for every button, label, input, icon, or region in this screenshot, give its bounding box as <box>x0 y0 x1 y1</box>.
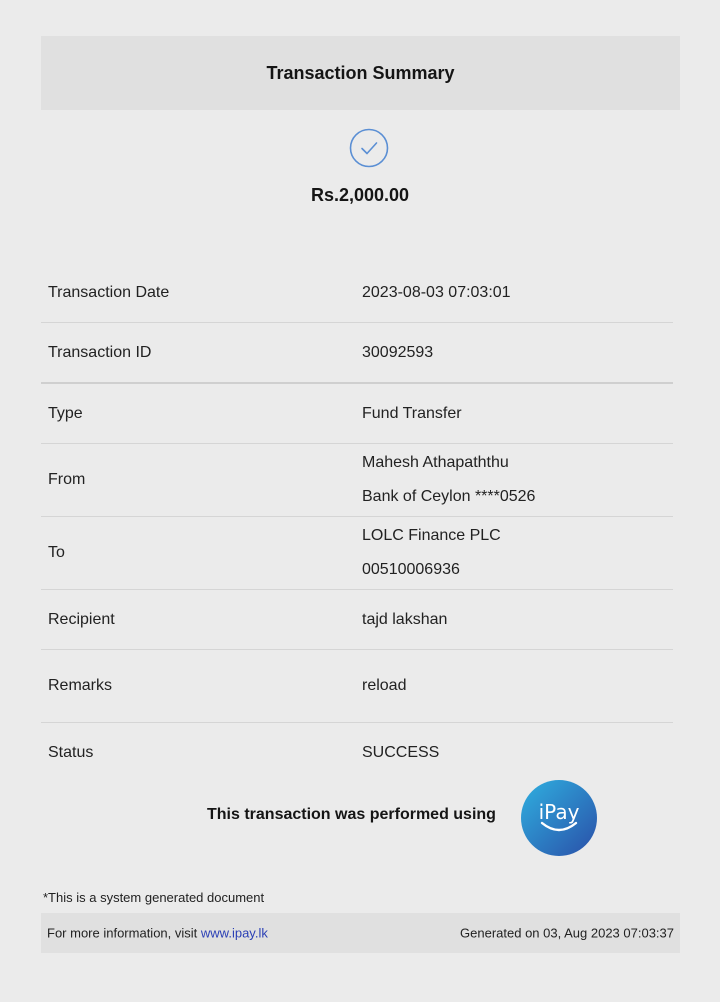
detail-label: Transaction ID <box>48 343 152 361</box>
detail-row-transaction-date <box>41 264 673 323</box>
detail-row-recipient <box>41 590 673 650</box>
detail-row-status <box>41 723 673 782</box>
detail-label: Type <box>48 404 83 422</box>
sender-name: Mahesh Athapaththu <box>362 454 509 471</box>
detail-row-from <box>41 444 673 517</box>
detail-label: Remarks <box>48 677 113 694</box>
detail-value: tajd lakshan <box>362 610 448 628</box>
detail-label: Status <box>48 743 94 761</box>
ipay-website-link[interactable]: www.ipay.lk <box>200 925 268 941</box>
detail-row-type <box>41 384 673 444</box>
ipay-logo-icon <box>520 779 598 857</box>
detail-row-to <box>41 517 673 590</box>
generated-timestamp: Generated on 03, Aug 2023 07:03:37 <box>460 925 674 941</box>
footer-bar <box>41 913 680 953</box>
detail-label: From <box>48 471 86 488</box>
detail-value: 30092593 <box>362 343 434 361</box>
detail-value-group <box>362 519 501 587</box>
footer-info-prefix: For more information, visit <box>47 925 198 941</box>
status-value: SUCCESS <box>362 743 440 761</box>
header-bar <box>41 36 680 110</box>
detail-value: reload <box>362 677 407 694</box>
sender-account: Bank of Ceylon ****0526 <box>362 488 536 505</box>
detail-label: To <box>48 544 65 561</box>
transaction-amount: Rs.2,000.00 <box>310 185 410 205</box>
success-check-icon <box>349 128 389 168</box>
detail-value: 2023-08-03 07:03:01 <box>362 284 511 301</box>
system-generated-note: *This is a system generated document <box>43 890 265 905</box>
detail-value: Fund Transfer <box>362 404 462 422</box>
page-title: Transaction Summary <box>266 62 455 83</box>
detail-label: Recipient <box>48 610 115 628</box>
recipient-bank: LOLC Finance PLC <box>362 527 501 544</box>
footer-info <box>47 926 268 941</box>
transaction-details-table <box>41 264 673 782</box>
detail-row-transaction-id <box>41 323 673 384</box>
performed-using-text: This transaction was performed using <box>207 806 496 823</box>
ipay-logo-text: iPay <box>538 800 580 824</box>
detail-value-group <box>362 446 535 514</box>
detail-row-remarks <box>41 650 673 723</box>
recipient-account: 00510006936 <box>362 561 460 578</box>
detail-label: Transaction Date <box>48 284 170 301</box>
